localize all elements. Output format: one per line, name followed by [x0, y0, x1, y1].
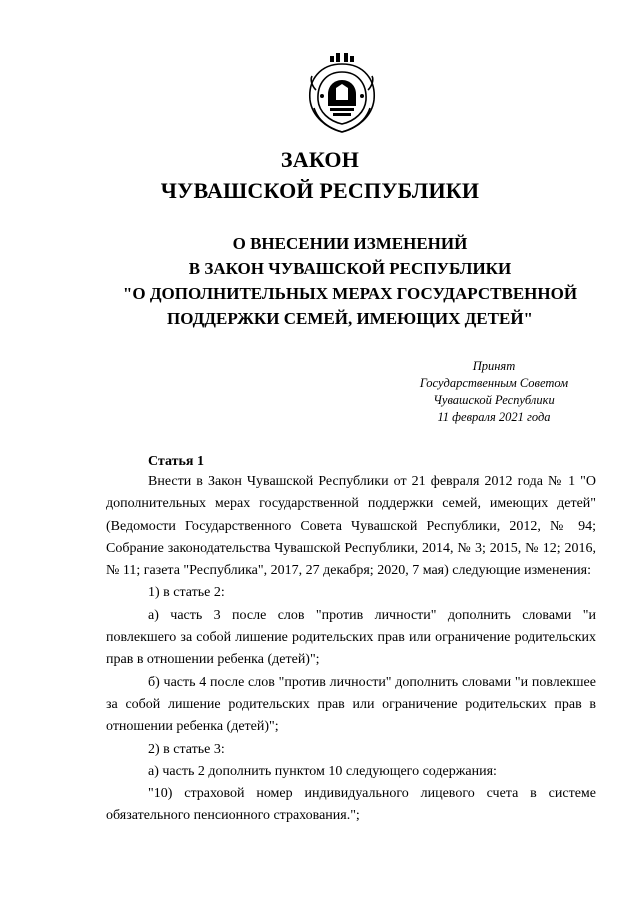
article-paragraph: 2) в статье 3: [148, 741, 225, 757]
article-paragraph: а) часть 2 дополнить пунктом 10 следующего содержания: [148, 763, 497, 779]
adoption-line: Чувашской Республики [433, 393, 555, 407]
adoption-line: Государственным Советом [419, 376, 569, 390]
article-body [106, 471, 596, 828]
subtitle-line: В ЗАКОН ЧУВАШСКОЙ РЕСПУБЛИКИ [188, 259, 512, 278]
article-paragraph: а) часть 3 после слов "против личности" дополнить словами "и повлекшего за собой лишение родительских прав или ограничение родительских прав в отношении ребенка (детей)"; [106, 607, 596, 668]
article-paragraph: Внести в Закон Чувашской Республики от 21 февраля 2012 года № 1 "О дополнительных мерах государственной поддержки семей, имеющих детей" (Ведомости Государственного Совета Чувашской Республики, 2012, № 94; Собрание законодательства Чувашской Республики, 2014, № 3; 2015, № 12; 2016, № 11; газета "Республика", 2017, 27 декабря; 2020, 7 мая) следующие изменения: [106, 474, 596, 579]
law-title: ЗАКОН [280, 147, 360, 172]
adoption-note [414, 358, 574, 426]
subtitle-line: О ВНЕСЕНИИ ИЗМЕНЕНИЙ [232, 234, 468, 253]
adoption-line: Принят [472, 359, 516, 373]
article-paragraph: б) часть 4 после слов "против личности" дополнить словами "и повлекшее за собой лишение родительских прав или ограничение родительских прав в отношении ребенка (детей)"; [106, 674, 596, 735]
article-paragraph: 1) в статье 2: [148, 585, 225, 601]
republic-title: ЧУВАШСКОЙ РЕСПУБЛИКИ [160, 178, 480, 203]
law-subtitle [0, 231, 640, 331]
subtitle-line: "О ДОПОЛНИТЕЛЬНЫХ МЕРАХ ГОСУДАРСТВЕННОЙ [122, 284, 578, 303]
subtitle-line: ПОДДЕРЖКИ СЕМЕЙ, ИМЕЮЩИХ ДЕТЕЙ" [167, 309, 533, 328]
article-heading: Статья 1 [148, 454, 204, 469]
adoption-date: 11 февраля 2021 года [437, 410, 551, 424]
article-paragraph: "10) страховой номер индивидуального лицевого счета в системе обязательного пенсионного страхования."; [106, 786, 596, 824]
coat-of-arms-emblem [300, 50, 384, 136]
